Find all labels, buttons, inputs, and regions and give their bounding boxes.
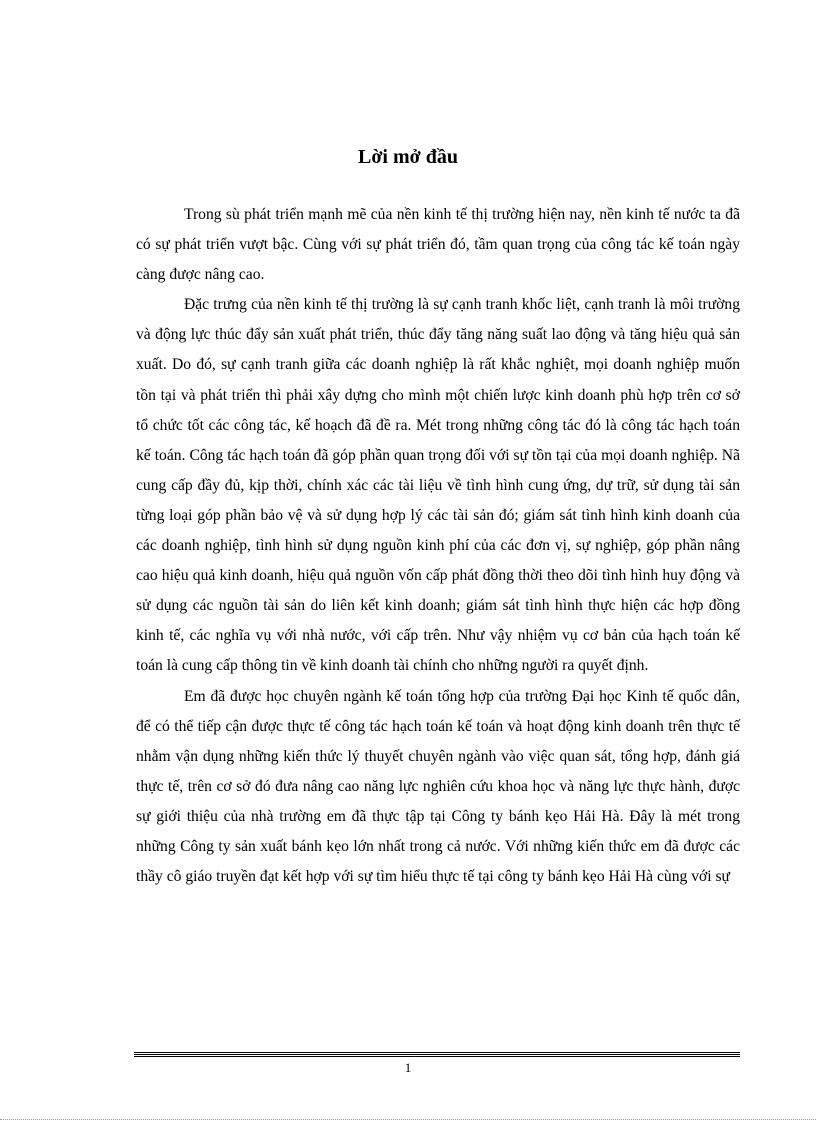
page-number: 1 <box>404 1060 412 1075</box>
body-text <box>136 200 740 892</box>
paragraph-1: Trong sù phát triển mạnh mẽ của nền kinh tế thị trường hiện nay, nền kinh tế nước ta đã có sự phát triển vượt bậc. Cùng với sự phát triển đó, tầm quan trọng của công tác kế toán ngày càng được nâng cao. <box>136 206 740 284</box>
paragraph-3: Em đã được học chuyên ngành kế toán tổng hợp của trường Đại học Kinh tế quốc dân, để có thể tiếp cận được thực tế công tác hạch toán kế toán và hoạt động kinh doanh trên thực tế nhằm vận dụng những kiến thức lý thuyết chuyên ngành vào việc quan sát, tổng hợp, đánh giá thực tế, trên cơ sở đó đưa nâng cao năng lực nghiên cứu khoa học và năng lực thực hành, được sự giới thiệu của nhà trường em đã thực tập tại Công ty bánh kẹo Hải Hà. Đây là mét trong những Công ty sản xuất bánh kẹo lớn nhất trong cả nước. Với những kiến thức em đã được các thầy cô giáo truyền đạt kết hợp với sự tìm hiểu thực tế tại công ty bánh kẹo Hải Hà cùng với sự <box>136 687 740 886</box>
page-title: Lời mở đầu <box>358 146 458 168</box>
page-boundary-line <box>0 1119 816 1120</box>
paragraph-2: Đặc trưng của nền kinh tế thị trường là sự cạnh tranh khốc liệt, cạnh tranh là môi trường và động lực thúc đẩy sản xuất phát triển, thúc đẩy tăng năng suất lao động và tăng hiệu quả sản xuất. Do đó, sự cạnh tranh giữa các doanh nghiệp là rất khắc nghiệt, mọi doanh nghiệp muốn tồn tại và phát triển thì phải xây dựng cho mình một chiến lược kinh doanh phù hợp trên cơ sở tổ chức tốt các công tác, kế hoạch đã đề ra. Mét trong những công tác đó là công tác hạch toán kế toán. Công tác hạch toán đã góp phần quan trọng đối với sự tồn tại của mọi doanh nghiệp. Nã cung cấp đầy đủ, kịp thời, chính xác các tài liệu về tình hình cung ứng, dự trữ, sử dụng tài sản từng loại góp phần bảo vệ và sử dụng hợp lý các tài sản đó; giám sát tình hình kinh doanh của các doanh nghiệp, tình hình sử dụng nguồn kinh phí của các đơn vị, sự nghiệp, góp phần nâng cao hiệu quả kinh doanh, hiệu quả nguồn vốn cấp phát đồng thời theo dõi tình hình huy động và sử dụng các nguồn tài sản do liên kết kinh doanh; giám sát tình hình thực hiện các hợp đồng kinh tế, các nghĩa vụ với nhà nước, với cấp trên. Như vậy nhiệm vụ cơ bản của hạch toán kế toán là cung cấp thông tin về kinh doanh tài chính cho những người ra quyết định. <box>136 296 740 675</box>
footer-divider <box>134 1052 740 1057</box>
